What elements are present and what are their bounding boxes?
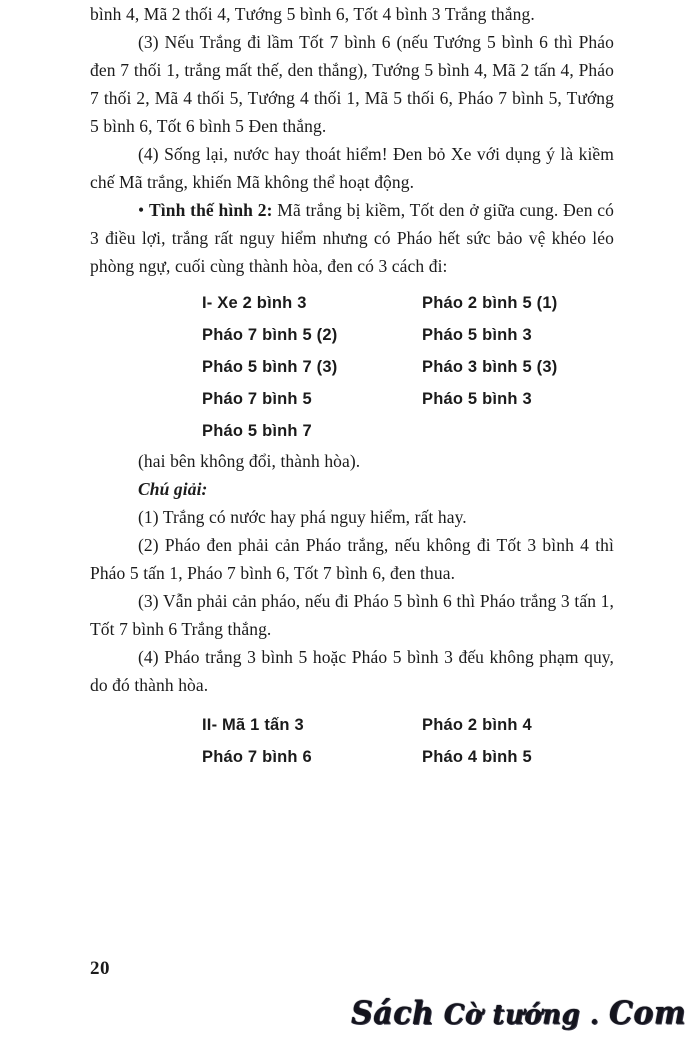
annotation-1: (1) Trắng có nước hay phá nguy hiểm, rất hay.	[138, 507, 467, 527]
paragraph-continuation: bình 4, Mã 2 thối 4, Tướng 5 bình 6, Tốt 4 bình 3 Trắng thắng.	[90, 4, 535, 24]
move-cell: Pháo 5 bình 3	[422, 390, 532, 408]
move-list-variation-2	[202, 709, 614, 773]
annotations-heading: Chú giải:	[138, 479, 208, 499]
text-block	[90, 0, 614, 773]
move-cell: Pháo 2 bình 4	[422, 716, 532, 734]
annotation-4: (4) Pháo trắng 3 bình 5 hoặc Pháo 5 bình 3 đếu không phạm quy, do đó thành hòa.	[90, 647, 614, 695]
situation-2-body: Mã trắng bị kiềm, Tốt den ở giữa cung. Đen có 3 điều lợi, trắng rất nguy hiểm nhưng có Pháo hết sức bảo vệ khéo léo phòng ngự, cuối cùng thành hòa, đen có 3 cách đi:	[90, 200, 615, 276]
watermark-separator: .	[589, 999, 600, 1031]
move-cell: II- Mã 1 tấn 3	[202, 716, 304, 734]
situation-2-heading: Tình thế hình 2:	[149, 200, 273, 220]
move-cell: Pháo 5 bình 7 (3)	[202, 358, 338, 376]
move-cell: Pháo 7 bình 5 (2)	[202, 326, 338, 344]
bullet-icon: •	[138, 200, 145, 220]
move-cell	[422, 415, 557, 447]
move-cell: Pháo 4 bình 5	[422, 748, 532, 766]
move-list-variation-1	[202, 287, 614, 447]
paragraph-4: (4) Sống lại, nước hay thoát hiểm! Đen bỏ Xe với dụng ý là kiềm chế Mã trắng, khiến Mã không thể hoạt động.	[90, 144, 614, 192]
paragraph-situation-2	[90, 196, 614, 280]
move-cell: Pháo 3 bình 5 (3)	[422, 358, 558, 376]
draw-note: (hai bên không đổi, thành hòa).	[138, 451, 361, 471]
paragraph-3: (3) Nếu Trắng đi lầm Tốt 7 bình 6 (nếu Tướng 5 bình 6 thì Pháo đen 7 thối 1, trắng mất thế, den thắng), Tướng 5 bình 4, Mã 2 tấn 4, Pháo 7 thối 2, Mã 4 thối 5, Tướng 4 thối 1, Mã 5 thối 6, Pháo 7 bình 5, Tướng 5 bình 6, Tốt 6 bình 5 Đen thắng.	[90, 32, 614, 136]
move-cell: I- Xe 2 bình 3	[202, 294, 307, 312]
watermark-part-1: Sách	[350, 995, 435, 1032]
watermark-part-2: Cờ tướng	[443, 999, 581, 1031]
page-number: 20	[90, 958, 110, 979]
move-cell: Pháo 2 bình 5 (1)	[422, 294, 558, 312]
move-cell: Pháo 7 bình 5	[202, 390, 312, 408]
annotation-2: (2) Pháo đen phải cản Pháo trắng, nếu không đi Tốt 3 bình 4 thì Pháo 5 tấn 1, Pháo 7 bình 6, Tốt 7 bình 6, đen thua.	[90, 535, 614, 583]
move-cell: Pháo 5 bình 7	[202, 422, 312, 440]
move-cell: Pháo 7 bình 6	[202, 748, 312, 766]
watermark-part-3: Com	[608, 995, 686, 1032]
move-cell: Pháo 5 bình 3	[422, 326, 532, 344]
annotation-3: (3) Vẫn phải cản pháo, nếu đi Pháo 5 bình 6 thì Pháo trắng 3 tấn 1, Tốt 7 bình 6 Trắng thắng.	[90, 591, 614, 639]
watermark-logo	[351, 995, 686, 1032]
